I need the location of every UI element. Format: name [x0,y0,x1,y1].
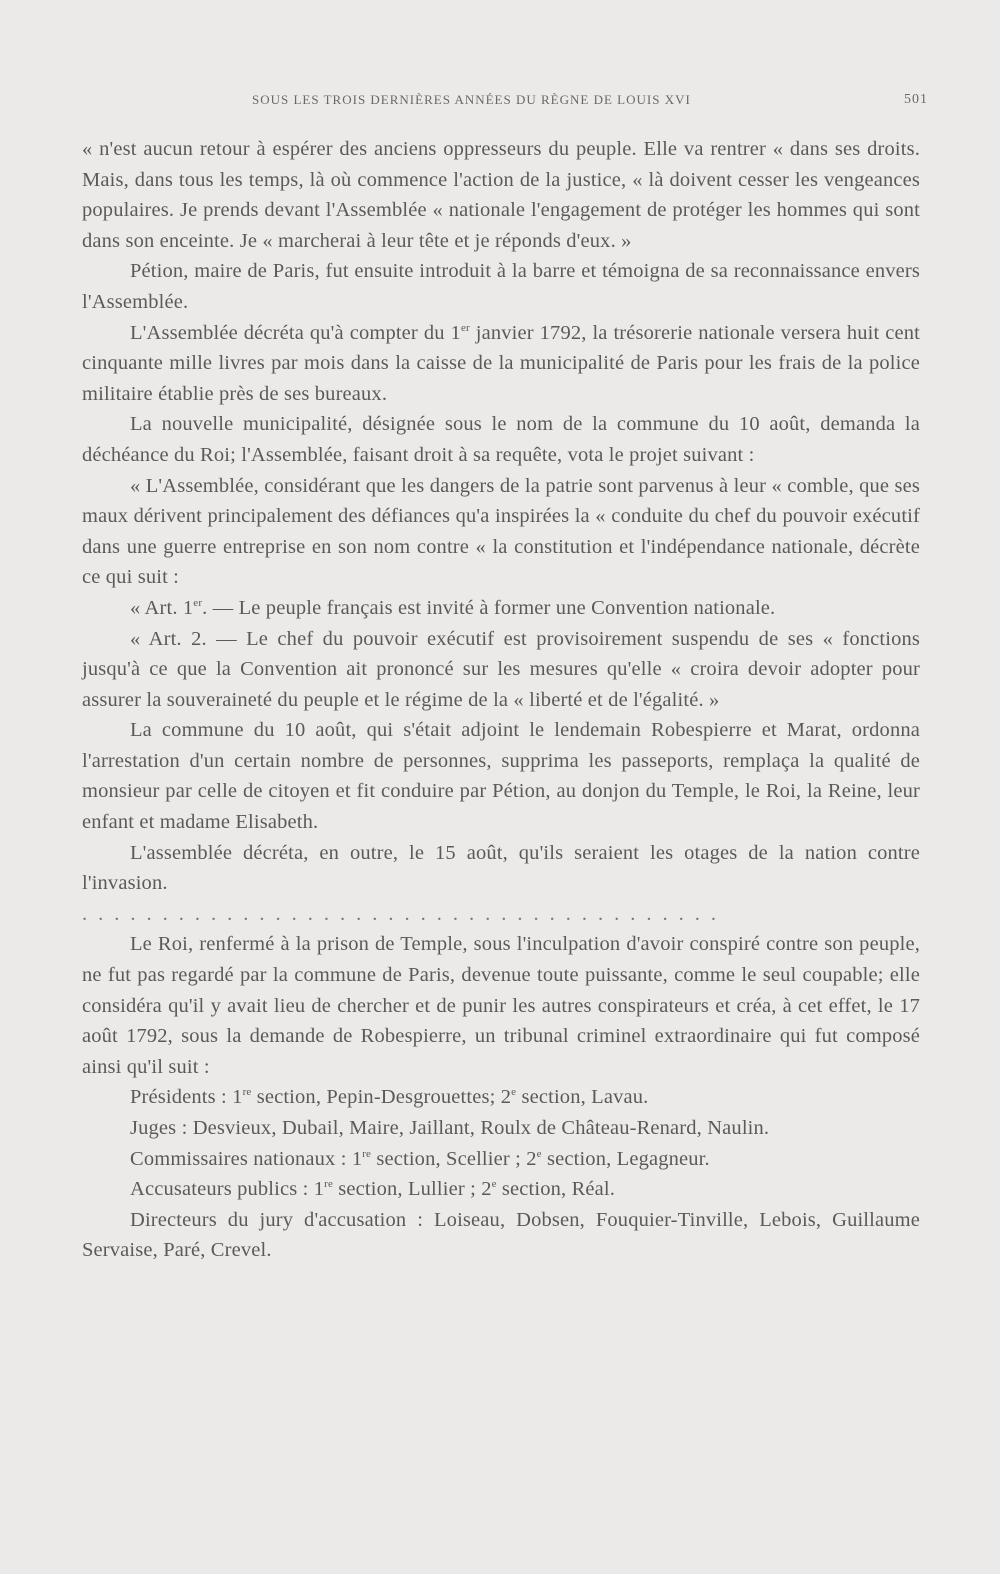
text-segment: . — Le peuple français est invité à former une Convention nationale. [202,596,776,619]
paragraph-quote-considerant: « L'Assemblée, considérant que les dangers de la patrie sont parvenus à leur « comble, que ses maux dérivent principalement des défiances qu'a inspirées la « conduite du chef du pouvoir exécutif dans une guerre entreprise en son nom contre « la constitution et l'indépendance nationale, décrète ce qui suit : [82,474,920,589]
paragraph-petion: Pétion, maire de Paris, fut ensuite introduit à la barre et témoigna de sa reconnaissance envers l'Assemblée. [82,260,920,313]
paragraph-otages: L'assemblée décréta, en outre, le 15 août, qu'ils seraient les otages de la nation contre l'invasion. [82,841,920,895]
paragraph-arrestation: La commune du 10 août, qui s'était adjoint le lendemain Robespierre et Marat, ordonna l'arrestation d'un certain nombre de personnes, supprima les passeports, remplaça la qualité de monsieur par celle de citoyen et fit conduire par Pétion, au donjon du Temple, le Roi, la Reine, leur enfant et madame Elisabeth. [82,719,920,834]
text-segment: Présidents : 1 [130,1086,243,1109]
text-segment: section, Réal. [496,1178,616,1201]
page-body [82,134,920,1266]
superscript: re [324,1178,334,1191]
text-segment: section, Lullier ; 2 [333,1178,492,1201]
text-segment: section, Scellier ; 2 [371,1147,537,1170]
text-segment: section, Pepin-Desgrouettes; 2 [251,1086,512,1109]
superscript: e [511,1086,517,1099]
text-segment: janvier 1792, la trésorerie nationale versera huit cent cinquante mille livres par mois dans la caisse de la municipalité de Paris pour les frais de la police militaire établie près de ses bureaux. [82,321,920,405]
page-number: 501 [904,92,928,107]
superscript: re [242,1086,252,1099]
running-title: SOUS LES TROIS DERNIÈRES ANNÉES DU RÈGNE DE LOUIS XVI [252,92,691,107]
text-segment: section, Lavau. [516,1086,649,1109]
text-segment: Accusateurs publics : 1 [130,1178,325,1201]
paragraph-accusateurs [82,1174,920,1205]
paragraph-commune: La nouvelle municipalité, désignée sous le nom de la commune du 10 août, demanda la déchéance du Roi; l'Assemblée, faisant droit à sa requête, vota le projet suivant : [82,413,920,466]
paragraph-presidents [82,1082,920,1113]
superscript: er [460,321,470,334]
paragraph-juges: Juges : Desvieux, Dubail, Maire, Jaillant, Roulx de Château-Renard, Naulin. [130,1117,770,1139]
text-segment: L'Assemblée décréta qu'à compter du 1 [130,321,461,344]
paragraph-article-1 [82,593,920,624]
paragraph-directeurs: Directeurs du jury d'accusation : Loiseau, Dobsen, Fouquier-Tinville, Lebois, Guillaume Servaise, Paré, Crevel. [82,1208,920,1262]
superscript: e [536,1147,542,1160]
superscript: re [362,1147,372,1160]
superscript: e [491,1178,497,1191]
paragraph-commissaires [82,1144,920,1175]
text-segment: Commissaires nationaux : 1 [130,1147,363,1170]
superscript: er [193,596,203,609]
text-segment: section, Legagneur. [541,1147,710,1170]
text-segment: « Art. 1 [130,596,194,619]
paragraph-tresorerie [82,318,920,410]
ellipsis-separator: ........................................ [82,902,727,925]
paragraph-tribunal: Le Roi, renfermé à la prison de Temple, sous l'inculpation d'avoir conspiré contre son peuple, ne fut pas regardé par la commune de Paris, devenue toute puissante, comme le seul coupable; elle considéra qu'il y avait lieu de chercher et de punir les autres conspirateurs et créa, à cet effet, le 17 août 1792, sous la demande de Robespierre, un tribunal criminel extraordinaire qui fut composé ainsi qu'il suit : [82,933,920,1078]
paragraph-article-2: « Art. 2. — Le chef du pouvoir exécutif est provisoirement suspendu de ses « fonctions jusqu'à ce que la Convention ait prononcé sur les mesures qu'elle « croira devoir adopter pour assurer la souveraineté du peuple et le régime de la « liberté et de l'égalité. » [82,627,920,711]
paragraph-quote-serment: « n'est aucun retour à espérer des anciens oppresseurs du peuple. Elle va rentrer « dans ses droits. Mais, dans tous les temps, là où commence l'action de la justice, « là doivent cesser les vengeances populaires. Je prends devant l'Assemblée « nationale l'engagement de protéger les hommes qui sont dans son enceinte. Je « marcherai à leur tête et je réponds d'eux. » [82,138,920,252]
